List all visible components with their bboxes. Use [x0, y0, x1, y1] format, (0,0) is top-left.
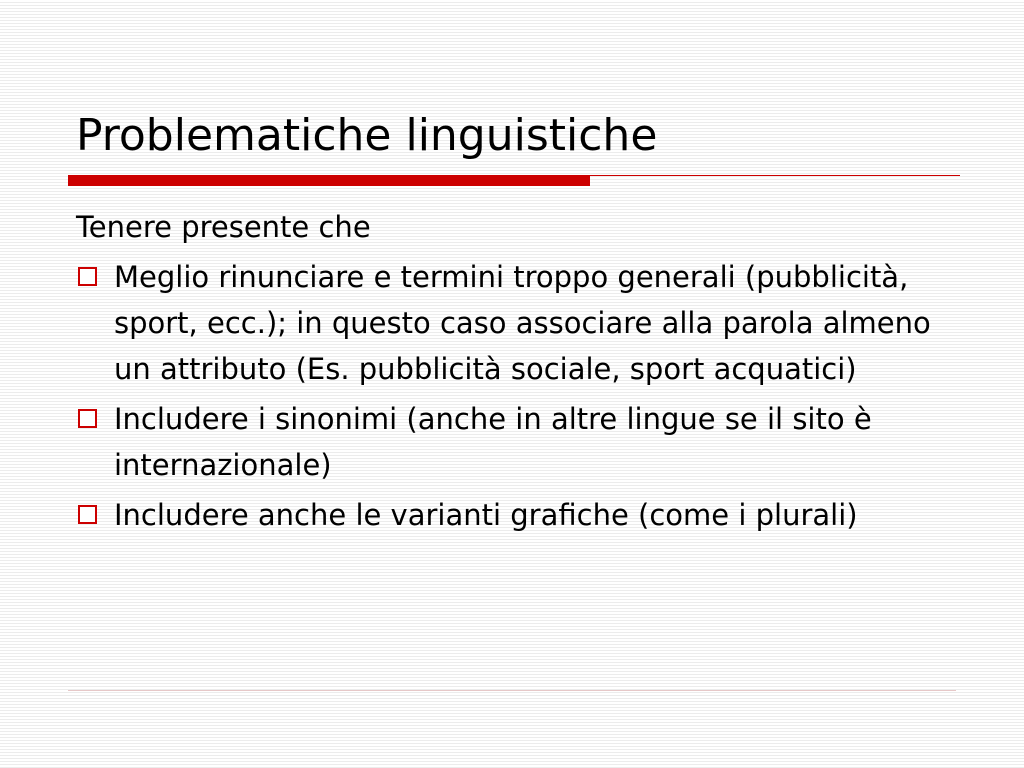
footer-divider	[68, 690, 956, 691]
title-underline-thin	[590, 175, 960, 176]
bullet-text: Includere i sinonimi (anche in altre lingue se il sito è internazionale)	[114, 402, 872, 482]
bullet-item	[76, 396, 956, 488]
bullet-square-icon	[78, 409, 97, 428]
bullet-list	[76, 254, 956, 538]
bullet-text: Includere anche le varianti grafiche (come i plurali)	[114, 498, 858, 532]
bullet-square-icon	[78, 505, 97, 524]
intro-text: Tenere presente che	[76, 210, 371, 244]
slide-title: Problematiche linguistiche	[76, 110, 658, 161]
bullet-item	[76, 492, 956, 538]
slide-body	[76, 204, 956, 542]
title-underline-accent	[68, 175, 590, 186]
bullet-square-icon	[78, 267, 97, 286]
bullet-text: Meglio rinunciare e termini troppo generali (pubblicità, sport, ecc.); in questo caso associare alla parola almeno un attributo (Es. pubblicità sociale, sport acquatici)	[114, 260, 931, 386]
bullet-item	[76, 254, 956, 392]
